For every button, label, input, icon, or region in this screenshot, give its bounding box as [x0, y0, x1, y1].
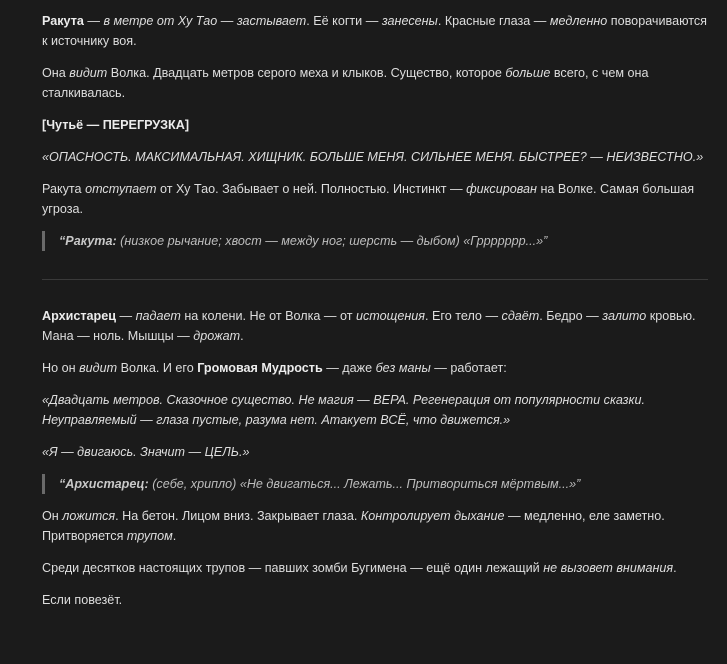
italic-text: ложится	[62, 509, 116, 523]
italic-text: в метре от Ху Тао	[103, 14, 218, 28]
italic-text: Контролирует дыхание	[360, 509, 505, 523]
italic-text: «Двадцать метров. Сказочное существо. Не магия — ВЕРА. Регенерация от популярности сказки. Неуправляемый — глаза пустые, разума нет. Атакует ВСЁ, что движется.»	[42, 393, 645, 427]
text-run: на колени. Не от Волка — от	[180, 309, 356, 323]
italic-text: «Я — двигаюсь. Значит — ЦЕЛЬ.»	[42, 445, 250, 459]
paragraph	[42, 358, 711, 378]
text-run: (низкое рычание; хвост — между ног; шерсть — дыбом) «Гррррррр...»”	[116, 234, 548, 248]
text-run: Волка. И его	[117, 361, 198, 375]
italic-text: видит	[79, 361, 118, 375]
italic-text: падает	[135, 309, 181, 323]
bold-text: “Архистарец:	[59, 477, 149, 491]
dialogue-blockquote	[42, 474, 711, 494]
text-run: .	[673, 561, 677, 575]
text-run: Волка. Двадцать метров серого меха и клыков. Существо, которое	[107, 66, 506, 80]
text-run: от Ху Тао. Забывает о ней. Полностью. Инстинкт —	[156, 182, 467, 196]
paragraph	[42, 63, 711, 103]
text-run: . Красные глаза —	[437, 14, 550, 28]
italic-text: трупом	[126, 529, 173, 543]
bold-text: [Чутьё — ПЕРЕГРУЗКА]	[42, 118, 190, 132]
text-run: —	[217, 14, 237, 28]
paragraph	[42, 558, 711, 578]
dialogue-blockquote	[42, 231, 711, 251]
italic-text: «ОПАСНОСТЬ. МАКСИМАЛЬНАЯ. ХИЩНИК. БОЛЬШЕ МЕНЯ. СИЛЬНЕЕ МЕНЯ. БЫСТРЕЕ? — НЕИЗВЕСТНО.»	[42, 150, 704, 164]
paragraph	[42, 590, 711, 610]
text-run: .	[240, 329, 244, 343]
text-run: Среди десятков настоящих трупов — павших зомби Бугимена — ещё один лежащий	[42, 561, 544, 575]
italic-text: залито	[602, 309, 647, 323]
paragraph	[42, 179, 711, 219]
italic-text: видит	[69, 66, 108, 80]
paragraph	[42, 115, 711, 135]
text-run: — работает:	[430, 361, 507, 375]
bold-text: Ракута	[42, 14, 84, 28]
section-divider	[42, 279, 708, 280]
italic-text: фиксирован	[466, 182, 537, 196]
text-run: Ракута	[42, 182, 86, 196]
italic-text: занесены	[381, 14, 438, 28]
italic-text: отступает	[85, 182, 157, 196]
text-run: —	[115, 309, 136, 323]
text-run: — даже	[322, 361, 376, 375]
text-run: —	[83, 14, 104, 28]
italic-text: истощения	[355, 309, 426, 323]
bold-text: Архистарец	[42, 309, 116, 323]
text-run: Он	[42, 509, 63, 523]
italic-text: дрожат	[193, 329, 241, 343]
text-run: кровью. Мана — ноль. Мышцы —	[42, 309, 696, 343]
bold-text: “Ракута:	[59, 234, 117, 248]
text-run: . Его тело —	[425, 309, 502, 323]
text-run: Она	[42, 66, 70, 80]
paragraph	[42, 506, 711, 546]
text-run: поворачиваются к источнику воя.	[42, 14, 707, 48]
paragraph	[42, 11, 711, 51]
text-run: . Бедро —	[539, 309, 603, 323]
paragraph	[42, 390, 711, 430]
bold-text: Громовая Мудрость	[197, 361, 323, 375]
text-run: всего, с чем она сталкивалась.	[42, 66, 649, 100]
text-run: на Волке. Самая большая угроза.	[42, 182, 695, 216]
italic-text: без маны	[375, 361, 431, 375]
italic-text: больше	[505, 66, 551, 80]
paragraph	[42, 442, 711, 462]
paragraph	[42, 147, 711, 167]
text-run: .	[172, 529, 177, 543]
text-run: . Её когти —	[306, 14, 382, 28]
paragraph	[42, 306, 711, 346]
text-run: Но он	[42, 361, 80, 375]
text-run: (себе, хрипло) «Не двигаться... Лежать... Притвориться мёртвым...»”	[148, 477, 581, 491]
italic-text: медленно	[549, 14, 608, 28]
text-run: . На бетон. Лицом вниз. Закрывает глаза.	[115, 509, 361, 523]
text-run: Если повезёт.	[42, 593, 123, 607]
italic-text: не вызовет внимания	[543, 561, 674, 575]
text-run: — медленно, еле заметно. Притворяется	[42, 509, 665, 543]
italic-text: сдаёт	[501, 309, 540, 323]
italic-text: застывает	[236, 14, 307, 28]
